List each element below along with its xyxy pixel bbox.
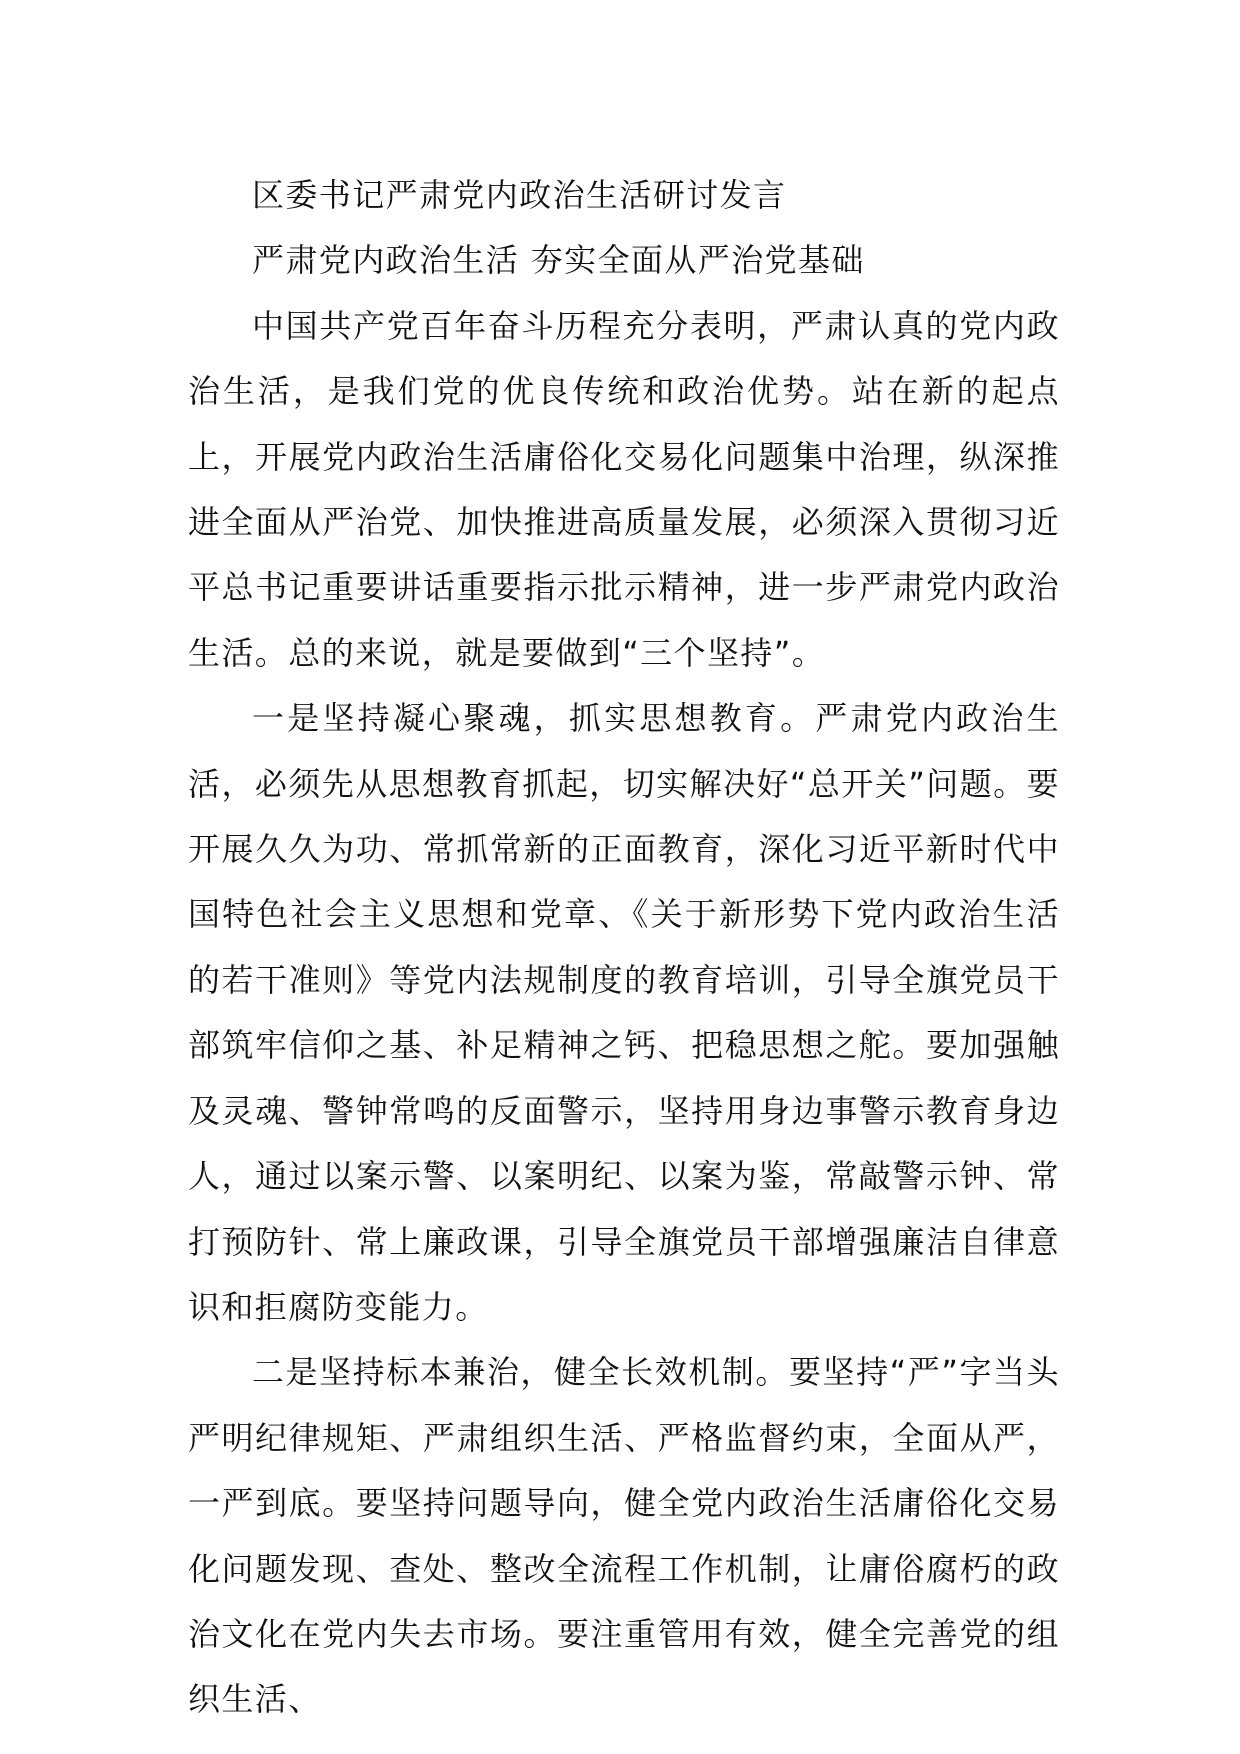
paragraph-point-one: 一是坚持凝心聚魂，抓实思想教育。严肃党内政治生活，必须先从思想教育抓起，切实解决好“总开关”问题。要开展久久为功、常抓常新的正面教育，深化习近平新时代中国特色社会主义思想和党章、《关于新形势下党内政治生活的若干准则》等党内法规制度的教育培训，引导全旗党员干部筑牢信仰之基、补足精神之钙、把稳思想之舵。要加强触及灵魂、警钟常鸣的反面警示，坚持用身边事警示教育身边人，通过以案示警、以案明纪、以案为鉴，常敲警示钟、常打预防针、常上廉政课，引导全旗党员干部增强廉洁自律意识和拒腐防变能力。 <box>188 699 1060 1326</box>
paragraph-intro: 中国共产党百年奋斗历程充分表明，严肃认真的党内政治生活，是我们党的优良传统和政治优势。站在新的起点上，开展党内政治生活庸俗化交易化问题集中治理，纵深推进全面从严治党、加快推进高质量发展，必须深入贯彻习近平总书记重要讲话重要指示批示精神，进一步严肃党内政治生活。总的来说，就是要做到“三个坚持”。 <box>188 306 1060 672</box>
paragraph-point-two: 二是坚持标本兼治，健全长效机制。要坚持“严”字当头严明纪律规矩、严肃组织生活、严格监督约束，全面从严，一严到底。要坚持问题导向，健全党内政治生活庸俗化交易化问题发现、查处、整改全流程工作机制，让庸俗腐朽的政治文化在党内失去市场。要注重管用有效，健全完善党的组织生活、 <box>188 1353 1060 1719</box>
document-title: 区委书记严肃党内政治生活研讨发言 <box>252 176 787 214</box>
document-subtitle: 严肃党内政治生活 夯实全面从严治党基础 <box>252 241 865 280</box>
